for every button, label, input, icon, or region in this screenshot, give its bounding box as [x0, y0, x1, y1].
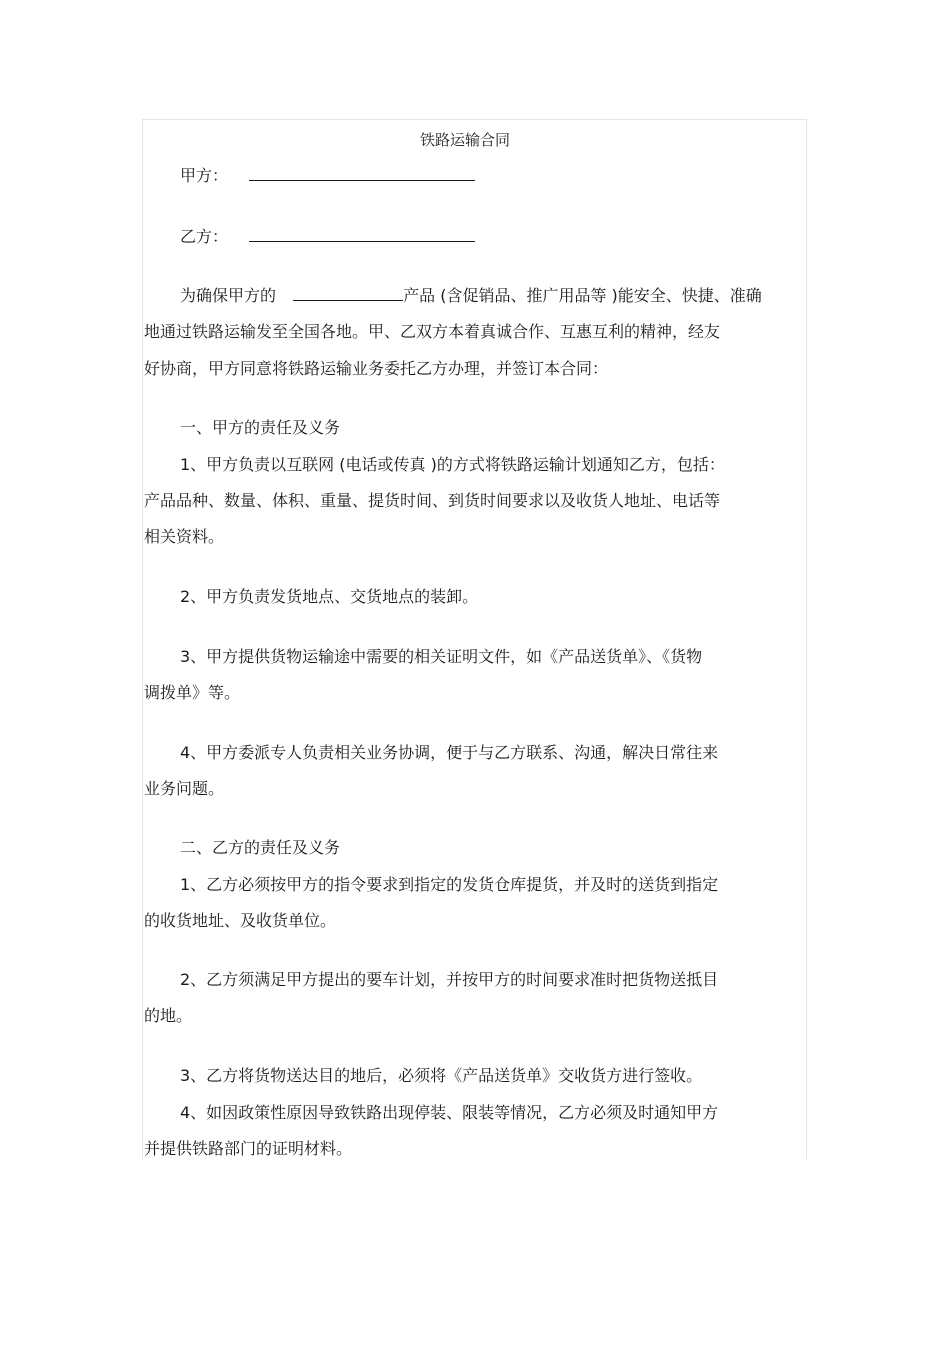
s1-item2-line1: 2、甲方负责发货地点、交货地点的装卸。 [180, 587, 479, 606]
s1-item1-line2: 产品品种、数量、体积、重量、提货时间、到货时间要求以及收货人地址、电话等 [144, 491, 721, 510]
party-b-line [180, 227, 475, 247]
s1-item3-line1: 3、甲方提供货物运输途中需要的相关证明文件，如《产品送货单》、《货物 [180, 647, 703, 666]
s1-item1-line1: 1、甲方负责以互联网 (电话或传真 )的方式将铁路运输计划通知乙方，包括： [180, 455, 725, 474]
section1-heading: 一、甲方的责任及义务 [180, 418, 341, 437]
s2-item1-line2: 的收货地址、及收货单位。 [144, 911, 337, 930]
page-frame [142, 119, 807, 1159]
s2-item3-line1: 3、乙方将货物送达目的地后，必须将《产品送货单》交收货方进行签收。 [180, 1066, 703, 1085]
party-a-blank [249, 166, 475, 181]
preamble-line-2: 地通过铁路运输发至全国各地。甲、乙双方本着真诚合作、互惠互利的精神，经友 [144, 322, 721, 341]
s2-item4-line1: 4、如因政策性原因导致铁路出现停装、限装等情况，乙方必须及时通知甲方 [180, 1103, 719, 1122]
party-b-label: 乙方： [180, 227, 229, 246]
party-a-label: 甲方： [180, 166, 229, 185]
party-a-line [180, 166, 475, 186]
preamble-line-3: 好协商，甲方同意将铁路运输业务委托乙方办理，并签订本合同： [144, 359, 609, 378]
product-blank [293, 286, 403, 301]
section2-heading: 二、乙方的责任及义务 [180, 838, 341, 857]
s1-item4-line2: 业务问题。 [144, 779, 225, 798]
preamble-text-start: 为确保甲方的 [180, 286, 277, 305]
party-b-blank [249, 227, 475, 242]
s2-item2-line2: 的地。 [144, 1006, 193, 1025]
s2-item2-line1: 2、乙方须满足甲方提出的要车计划，并按甲方的时间要求准时把货物送抵目 [180, 970, 719, 989]
s2-item1-line1: 1、乙方必须按甲方的指令要求到指定的发货仓库提货，并及时的送货到指定 [180, 875, 719, 894]
s1-item1-line3: 相关资料。 [144, 527, 225, 546]
document-title: 铁路运输合同 [420, 131, 511, 149]
s1-item3-line2: 调拨单》等。 [144, 683, 241, 702]
s2-item4-line2: 并提供铁路部门的证明材料。 [144, 1139, 353, 1158]
s1-item4-line1: 4、甲方委派专人负责相关业务协调，便于与乙方联系、沟通，解决日常往来 [180, 743, 719, 762]
preamble-text-end: 产品 (含促销品、推广用品等 )能安全、快捷、准确 [403, 286, 762, 305]
preamble-line-1 [180, 286, 762, 306]
